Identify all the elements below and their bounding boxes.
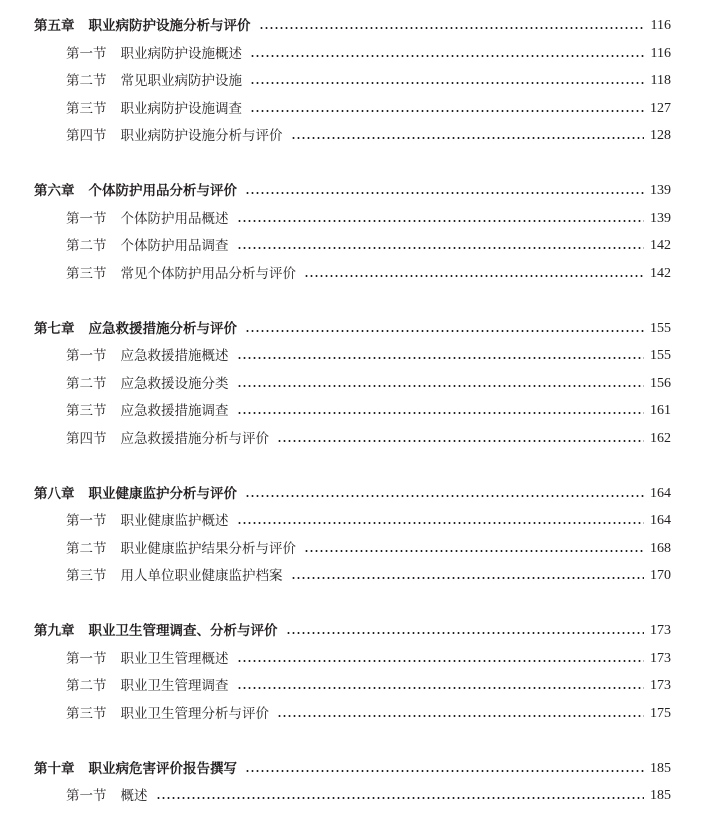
page-number: 128 <box>650 128 671 143</box>
dot-leader <box>237 687 645 689</box>
toc-section-entry[interactable] <box>66 428 671 450</box>
page-number: 116 <box>650 45 671 61</box>
section-number: 第二节 <box>66 375 107 392</box>
dot-leader <box>245 192 644 194</box>
page-number: 168 <box>650 540 671 556</box>
toc-section-entry[interactable] <box>66 785 671 807</box>
toc-chapter-entry[interactable] <box>34 483 671 505</box>
dot-leader <box>245 495 644 497</box>
section-number: 第一节 <box>66 210 107 227</box>
page-number: 173 <box>650 623 671 638</box>
dot-leader <box>304 275 644 277</box>
toc-section-entry[interactable] <box>66 263 671 285</box>
page-number: 156 <box>650 375 671 391</box>
dot-leader <box>286 632 645 634</box>
dot-leader <box>291 577 645 579</box>
section-title: 职业健康监护结果分析与评价 <box>120 540 296 557</box>
section-title: 职业病防护设施概述 <box>120 45 242 62</box>
toc-section-entry[interactable] <box>66 98 671 120</box>
toc-section-entry[interactable] <box>66 648 671 670</box>
toc-chapter-entry[interactable] <box>34 620 671 642</box>
toc-section-entry[interactable] <box>66 43 671 65</box>
section-title: 常见个体防护用品分析与评价 <box>120 265 296 282</box>
section-number: 第三节 <box>66 265 107 282</box>
section-title: 应急救援措施调查 <box>120 403 229 419</box>
section-title: 应急救援措施概述 <box>120 348 229 364</box>
toc-section-entry[interactable] <box>66 565 671 587</box>
section-number: 第一节 <box>66 45 107 62</box>
section-title: 职业病防护设施分析与评价 <box>120 128 283 144</box>
section-number: 第四节 <box>66 430 107 447</box>
chapter-title: 职业卫生管理调查、分析与评价 <box>88 623 278 639</box>
section-title: 职业卫生管理调查 <box>120 678 229 694</box>
chapter-number: 第十章 <box>34 760 75 777</box>
dot-leader <box>304 550 644 552</box>
section-number: 第一节 <box>66 513 107 529</box>
section-title: 应急救援措施分析与评价 <box>120 430 269 447</box>
page-number: 142 <box>650 238 671 253</box>
section-number: 第四节 <box>66 128 107 144</box>
toc-chapter-entry[interactable] <box>34 180 671 202</box>
chapter-number: 第七章 <box>34 320 75 337</box>
toc-section-entry[interactable] <box>66 345 671 367</box>
dot-leader <box>237 412 645 414</box>
section-number: 第二节 <box>66 540 107 557</box>
section-title: 概述 <box>120 788 148 804</box>
dot-leader <box>237 385 645 387</box>
page-number: 155 <box>650 348 671 363</box>
toc-section-entry[interactable] <box>66 400 671 422</box>
page-number: 161 <box>650 403 671 418</box>
toc-section-entry[interactable] <box>66 675 671 697</box>
section-number: 第二节 <box>66 73 107 89</box>
toc-section-entry[interactable] <box>66 208 671 230</box>
page-number: 185 <box>650 788 671 803</box>
section-title: 用人单位职业健康监护档案 <box>120 568 283 584</box>
page-number: 127 <box>650 100 671 116</box>
chapter-title: 个体防护用品分析与评价 <box>88 183 237 199</box>
section-title: 应急救援设施分类 <box>120 375 229 392</box>
page-number: 173 <box>650 650 671 666</box>
toc-section-entry[interactable] <box>66 125 671 147</box>
section-number: 第一节 <box>66 348 107 364</box>
section-title: 职业卫生管理概述 <box>120 650 229 667</box>
page-number: 139 <box>650 210 671 226</box>
dot-leader <box>245 770 644 772</box>
section-title: 职业病防护设施调查 <box>120 100 242 117</box>
chapter-number: 第八章 <box>34 485 75 502</box>
toc-section-entry[interactable] <box>66 703 671 725</box>
chapter-title: 职业病危害评价报告撰写 <box>88 760 237 777</box>
page-number: 162 <box>650 430 671 446</box>
chapter-title: 职业健康监护分析与评价 <box>88 485 237 502</box>
dot-leader <box>237 522 645 524</box>
section-number: 第三节 <box>66 568 107 584</box>
page-number: 164 <box>650 485 671 501</box>
dot-leader <box>250 55 645 57</box>
chapter-title: 应急救援措施分析与评价 <box>88 320 237 337</box>
section-number: 第一节 <box>66 650 107 667</box>
dot-leader <box>245 330 644 332</box>
page-number: 185 <box>650 760 671 776</box>
dot-leader <box>237 247 645 249</box>
section-number: 第三节 <box>66 100 107 117</box>
section-number: 第一节 <box>66 788 107 804</box>
dot-leader <box>250 110 644 112</box>
dot-leader <box>250 82 645 84</box>
page-number: 155 <box>650 320 671 336</box>
section-title: 常见职业病防护设施 <box>120 73 242 89</box>
toc-section-entry[interactable] <box>66 235 671 257</box>
dot-leader <box>259 27 645 29</box>
toc-section-entry[interactable] <box>66 373 671 395</box>
toc-chapter-entry[interactable] <box>34 15 671 37</box>
page-number: 164 <box>650 513 671 528</box>
section-number: 第三节 <box>66 705 107 722</box>
chapter-number: 第五章 <box>34 18 75 34</box>
toc-chapter-entry[interactable] <box>34 758 671 780</box>
page-number: 116 <box>650 18 671 33</box>
toc-section-entry[interactable] <box>66 70 671 92</box>
page-number: 118 <box>650 73 671 88</box>
section-number: 第三节 <box>66 403 107 419</box>
page-number: 173 <box>650 678 671 693</box>
toc-chapter-entry[interactable] <box>34 318 671 340</box>
chapter-number: 第九章 <box>34 623 75 639</box>
dot-leader <box>237 357 645 359</box>
section-title: 个体防护用品概述 <box>120 210 229 227</box>
dot-leader <box>156 797 645 799</box>
dot-leader <box>277 715 644 717</box>
toc-section-entry[interactable] <box>66 538 671 560</box>
dot-leader <box>277 440 644 442</box>
dot-leader <box>237 660 645 662</box>
section-number: 第二节 <box>66 678 107 694</box>
toc-section-entry[interactable] <box>66 510 671 532</box>
page-number: 139 <box>650 183 671 198</box>
dot-leader <box>237 220 645 222</box>
page-number: 142 <box>650 265 671 281</box>
dot-leader <box>291 137 645 139</box>
page-number: 175 <box>650 705 671 721</box>
chapter-number: 第六章 <box>34 183 75 199</box>
section-title: 个体防护用品调查 <box>120 238 229 254</box>
page-number: 170 <box>650 568 671 583</box>
section-title: 职业卫生管理分析与评价 <box>120 705 269 722</box>
section-title: 职业健康监护概述 <box>120 513 229 529</box>
section-number: 第二节 <box>66 238 107 254</box>
chapter-title: 职业病防护设施分析与评价 <box>88 18 251 34</box>
